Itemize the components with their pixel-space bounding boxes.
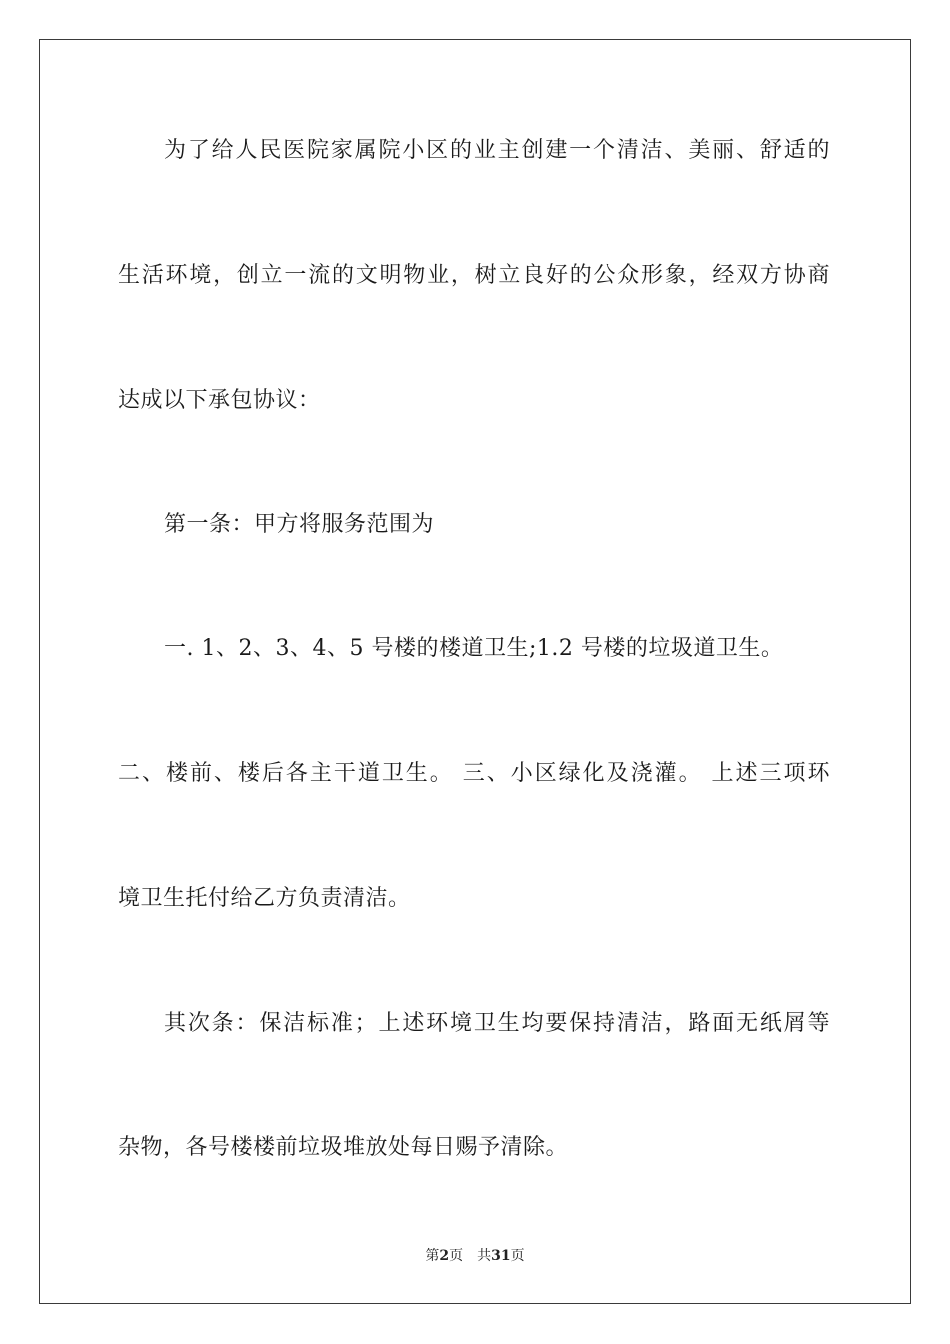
service-scope-line-2: 二、楼前、楼后各主干道卫生。 三、小区绿化及浇灌。 上述三项环 [118, 761, 830, 786]
article-one-heading: 第一条：甲方将服务范围为 [164, 512, 435, 537]
paragraph-intro-line-3: 达成以下承包协议： [118, 388, 321, 413]
service-scope-line-1: 一. 1、2、3、4、5 号楼的楼道卫生;1.2 号楼的垃圾道卫生。 [164, 636, 784, 661]
total-pages: 31 [491, 1248, 511, 1264]
paragraph-intro-line-1: 为了给人民医院家属院小区的业主创建一个清洁、美丽、舒适的 [164, 138, 830, 163]
page-footer [0, 1247, 950, 1265]
page-number: 2 [439, 1248, 450, 1264]
page-suffix: 页 [449, 1248, 464, 1264]
total-prefix: 共 [477, 1248, 492, 1264]
total-suffix: 页 [510, 1248, 525, 1264]
paragraph-intro-line-2: 生活环境，创立一流的文明物业，树立良好的公众形象，经双方协商 [118, 263, 830, 288]
cleaning-standard-line-2: 杂物，各号楼楼前垃圾堆放处每日赐予清除。 [118, 1135, 569, 1160]
page-border [39, 39, 911, 1304]
cleaning-standard-line-1: 其次条：保洁标准；上述环境卫生均要保持清洁，路面无纸屑等 [164, 1011, 830, 1036]
service-scope-line-3: 境卫生托付给乙方负责清洁。 [118, 886, 411, 911]
page-prefix: 第 [425, 1248, 440, 1264]
